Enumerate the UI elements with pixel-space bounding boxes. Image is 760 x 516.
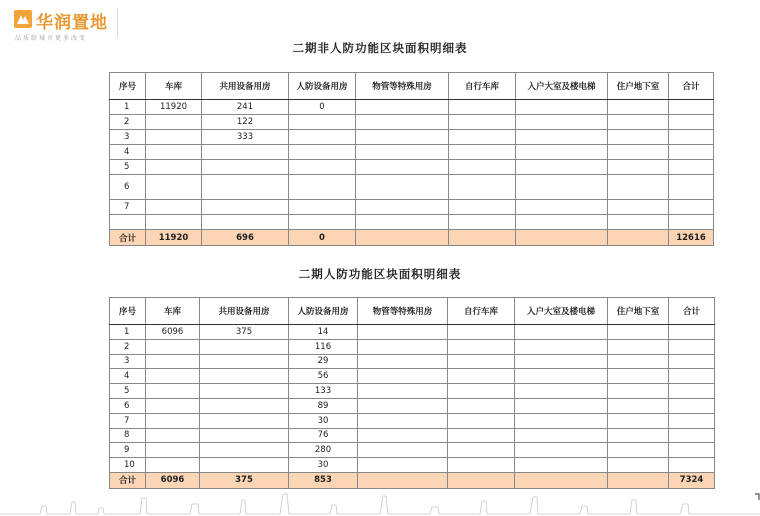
- table-cell: [202, 200, 289, 215]
- table-row: [110, 160, 714, 175]
- table-cell: [146, 115, 202, 130]
- table-row: [110, 175, 714, 200]
- column-header: 序号: [110, 298, 146, 325]
- non-civil-defense-area-table: [109, 72, 714, 246]
- table-row: [110, 428, 715, 443]
- table-cell: [200, 384, 289, 399]
- header-row: [110, 298, 715, 325]
- table-row: [110, 398, 715, 413]
- total-cell: [356, 230, 449, 246]
- table-cell: [669, 458, 715, 473]
- table-row: [110, 354, 715, 369]
- table-cell: [516, 160, 608, 175]
- table-cell: [289, 115, 356, 130]
- table-row: [110, 115, 714, 130]
- table-cell: [608, 413, 669, 428]
- logo-name: 华润置地: [36, 13, 108, 33]
- table-row: [110, 413, 715, 428]
- total-row: [110, 472, 715, 488]
- table-cell: [358, 413, 448, 428]
- table-cell: [448, 354, 515, 369]
- row-index-cell: 10: [110, 458, 146, 473]
- column-header: 人防设备用房: [289, 73, 356, 100]
- table-cell: [358, 354, 448, 369]
- table-cell: [515, 443, 608, 458]
- table-cell: [146, 443, 200, 458]
- table-cell: [669, 369, 715, 384]
- table-row: [110, 130, 714, 145]
- table-cell: [449, 215, 516, 230]
- total-cell: 12616: [669, 230, 714, 246]
- table-cell: 30: [289, 458, 358, 473]
- column-header: 自行车库: [448, 298, 515, 325]
- table-cell: [516, 215, 608, 230]
- row-index-cell: 7: [110, 413, 146, 428]
- table-cell: [608, 458, 669, 473]
- table-cell: [146, 458, 200, 473]
- table-cell: [358, 458, 448, 473]
- column-header: 住户地下室: [608, 298, 669, 325]
- row-index-cell: 2: [110, 339, 146, 354]
- table-cell: 241: [202, 100, 289, 115]
- table-cell: [449, 145, 516, 160]
- row-index-cell: 1: [110, 325, 146, 340]
- table-cell: [289, 175, 356, 200]
- table-cell: [516, 100, 608, 115]
- table1-header: [110, 73, 714, 100]
- total-cell: [516, 230, 608, 246]
- table-cell: [608, 200, 669, 215]
- row-index-cell: 9: [110, 443, 146, 458]
- table-cell: [289, 160, 356, 175]
- table-cell: [669, 130, 714, 145]
- table-cell: [146, 215, 202, 230]
- table-cell: [448, 384, 515, 399]
- table-cell: [669, 145, 714, 160]
- table2-title: 二期人防功能区块面积明细表: [298, 267, 462, 281]
- table-cell: [669, 215, 714, 230]
- table-cell: [608, 384, 669, 399]
- total-cell: [515, 472, 608, 488]
- total-label-cell: 合计: [110, 472, 146, 488]
- row-index-cell: 6: [110, 175, 146, 200]
- table-cell: [669, 115, 714, 130]
- table-cell: 333: [202, 130, 289, 145]
- row-index-cell: 3: [110, 130, 146, 145]
- header-row: [110, 73, 714, 100]
- column-header: 序号: [110, 73, 146, 100]
- table-cell: [669, 398, 715, 413]
- table-cell: 89: [289, 398, 358, 413]
- table-cell: [146, 339, 200, 354]
- column-header: 住户地下室: [608, 73, 669, 100]
- row-index-cell: 4: [110, 145, 146, 160]
- table-cell: 11920: [146, 100, 202, 115]
- table-cell: [356, 145, 449, 160]
- table-cell: [449, 160, 516, 175]
- table-row: [110, 200, 714, 215]
- total-cell: 853: [289, 472, 358, 488]
- table-cell: [515, 428, 608, 443]
- table-cell: [669, 200, 714, 215]
- table-cell: [200, 428, 289, 443]
- table-cell: [358, 443, 448, 458]
- table-cell: [289, 130, 356, 145]
- total-cell: [449, 230, 516, 246]
- column-header: 车库: [146, 73, 202, 100]
- column-header: 共用设备用房: [200, 298, 289, 325]
- table-cell: [289, 215, 356, 230]
- total-row: [110, 230, 714, 246]
- table-cell: [608, 145, 669, 160]
- skyline-sketch-decoration: [0, 488, 760, 516]
- total-cell: [608, 230, 669, 246]
- table-cell: [356, 115, 449, 130]
- table-cell: [448, 339, 515, 354]
- table-cell: [202, 145, 289, 160]
- table-cell: [146, 145, 202, 160]
- table-cell: [669, 384, 715, 399]
- row-index-cell: 6: [110, 398, 146, 413]
- table-cell: 0: [289, 100, 356, 115]
- table-cell: 30: [289, 413, 358, 428]
- table-cell: [202, 215, 289, 230]
- table-cell: [515, 384, 608, 399]
- table-row: [110, 215, 714, 230]
- table-cell: [449, 100, 516, 115]
- table-cell: 116: [289, 339, 358, 354]
- table-row: [110, 443, 715, 458]
- total-cell: 696: [202, 230, 289, 246]
- table-cell: [356, 130, 449, 145]
- table-cell: [358, 428, 448, 443]
- table-cell: [289, 145, 356, 160]
- table-cell: [516, 115, 608, 130]
- row-index-cell: [110, 215, 146, 230]
- table-cell: 280: [289, 443, 358, 458]
- row-index-cell: 8: [110, 428, 146, 443]
- table-cell: 56: [289, 369, 358, 384]
- table-cell: [515, 413, 608, 428]
- table-cell: [608, 115, 669, 130]
- column-header: 自行车库: [449, 73, 516, 100]
- table-cell: [515, 325, 608, 340]
- column-header: 入户大室及楼电梯: [515, 298, 608, 325]
- table-cell: [356, 200, 449, 215]
- table-cell: [516, 175, 608, 200]
- row-index-cell: 2: [110, 115, 146, 130]
- column-header: 入户大室及楼电梯: [516, 73, 608, 100]
- table-cell: [669, 325, 715, 340]
- table-row: [110, 369, 715, 384]
- table-cell: [356, 215, 449, 230]
- table-row: [110, 384, 715, 399]
- table-cell: [516, 130, 608, 145]
- table-cell: [356, 100, 449, 115]
- table-cell: [669, 428, 715, 443]
- table-cell: [608, 325, 669, 340]
- civil-defense-area-table: [109, 297, 715, 489]
- table-cell: [515, 354, 608, 369]
- table-cell: [608, 398, 669, 413]
- table-cell: [146, 354, 200, 369]
- table-cell: [669, 339, 715, 354]
- table-cell: [608, 175, 669, 200]
- logo-slogan: 品质给城市更多改变: [15, 35, 88, 42]
- table-cell: [146, 130, 202, 145]
- table-cell: [356, 175, 449, 200]
- table-cell: [448, 428, 515, 443]
- table-cell: [448, 443, 515, 458]
- table-cell: [608, 130, 669, 145]
- table-cell: [146, 369, 200, 384]
- table-cell: [449, 115, 516, 130]
- column-header: 人防设备用房: [289, 298, 358, 325]
- table1-title: 二期非人防功能区块面积明细表: [292, 41, 468, 55]
- table-cell: [146, 160, 202, 175]
- company-logo: [14, 8, 124, 44]
- table-cell: [608, 160, 669, 175]
- total-cell: [448, 472, 515, 488]
- table-cell: [669, 443, 715, 458]
- table-row: [110, 458, 715, 473]
- table-cell: [669, 354, 715, 369]
- table-row: [110, 145, 714, 160]
- row-index-cell: 7: [110, 200, 146, 215]
- row-index-cell: 3: [110, 354, 146, 369]
- table-cell: 6096: [146, 325, 200, 340]
- table-cell: [608, 443, 669, 458]
- table-cell: [358, 369, 448, 384]
- column-header: 合计: [669, 298, 715, 325]
- table-cell: [515, 398, 608, 413]
- table-cell: [669, 100, 714, 115]
- table-cell: [448, 413, 515, 428]
- total-cell: 6096: [146, 472, 200, 488]
- total-label-cell: 合计: [110, 230, 146, 246]
- table-cell: 14: [289, 325, 358, 340]
- table-cell: 76: [289, 428, 358, 443]
- table-cell: [146, 200, 202, 215]
- table-cell: [515, 369, 608, 384]
- table-cell: [200, 443, 289, 458]
- table-cell: [449, 200, 516, 215]
- table-row: [110, 100, 714, 115]
- total-cell: 7324: [669, 472, 715, 488]
- total-cell: [358, 472, 448, 488]
- column-header: 共用设备用房: [202, 73, 289, 100]
- table-cell: [669, 175, 714, 200]
- total-cell: 375: [200, 472, 289, 488]
- table-cell: [289, 200, 356, 215]
- row-index-cell: 5: [110, 160, 146, 175]
- table-cell: [669, 160, 714, 175]
- row-index-cell: 5: [110, 384, 146, 399]
- total-cell: [608, 472, 669, 488]
- column-header: 物管等特殊用房: [356, 73, 449, 100]
- table-cell: [146, 398, 200, 413]
- table-cell: [358, 325, 448, 340]
- table-row: [110, 339, 715, 354]
- column-header: 物管等特殊用房: [358, 298, 448, 325]
- table1-body: [110, 100, 714, 246]
- table-cell: [200, 369, 289, 384]
- table-cell: [448, 398, 515, 413]
- table-cell: [448, 369, 515, 384]
- table2-header: [110, 298, 715, 325]
- table-cell: [200, 398, 289, 413]
- table-cell: 375: [200, 325, 289, 340]
- row-index-cell: 4: [110, 369, 146, 384]
- table-cell: [608, 369, 669, 384]
- table-cell: [146, 428, 200, 443]
- table-cell: [608, 215, 669, 230]
- column-header: 车库: [146, 298, 200, 325]
- table-cell: [200, 339, 289, 354]
- total-cell: 0: [289, 230, 356, 246]
- table-cell: [608, 428, 669, 443]
- table-cell: [449, 130, 516, 145]
- table2-body: [110, 325, 715, 489]
- table-cell: [669, 413, 715, 428]
- table-cell: [515, 458, 608, 473]
- table-cell: [146, 384, 200, 399]
- logo-divider: [117, 8, 118, 38]
- table-cell: [202, 160, 289, 175]
- row-index-cell: 1: [110, 100, 146, 115]
- table-cell: [146, 175, 202, 200]
- table-row: [110, 325, 715, 340]
- table-cell: [516, 200, 608, 215]
- table-cell: [608, 354, 669, 369]
- table-cell: [449, 175, 516, 200]
- column-header: 合计: [669, 73, 714, 100]
- table-cell: [202, 175, 289, 200]
- total-cell: 11920: [146, 230, 202, 246]
- table-cell: [200, 458, 289, 473]
- table-cell: [146, 413, 200, 428]
- table-cell: [358, 398, 448, 413]
- table-cell: [358, 339, 448, 354]
- table-cell: [448, 458, 515, 473]
- table-cell: [516, 145, 608, 160]
- table-cell: [448, 325, 515, 340]
- table-cell: [200, 354, 289, 369]
- table-cell: 29: [289, 354, 358, 369]
- table-cell: [608, 339, 669, 354]
- table-cell: [356, 160, 449, 175]
- logo-mark-icon: [14, 10, 32, 28]
- table-cell: [515, 339, 608, 354]
- table-cell: [358, 384, 448, 399]
- table-cell: 122: [202, 115, 289, 130]
- table-cell: [608, 100, 669, 115]
- table-cell: 133: [289, 384, 358, 399]
- table-cell: [200, 413, 289, 428]
